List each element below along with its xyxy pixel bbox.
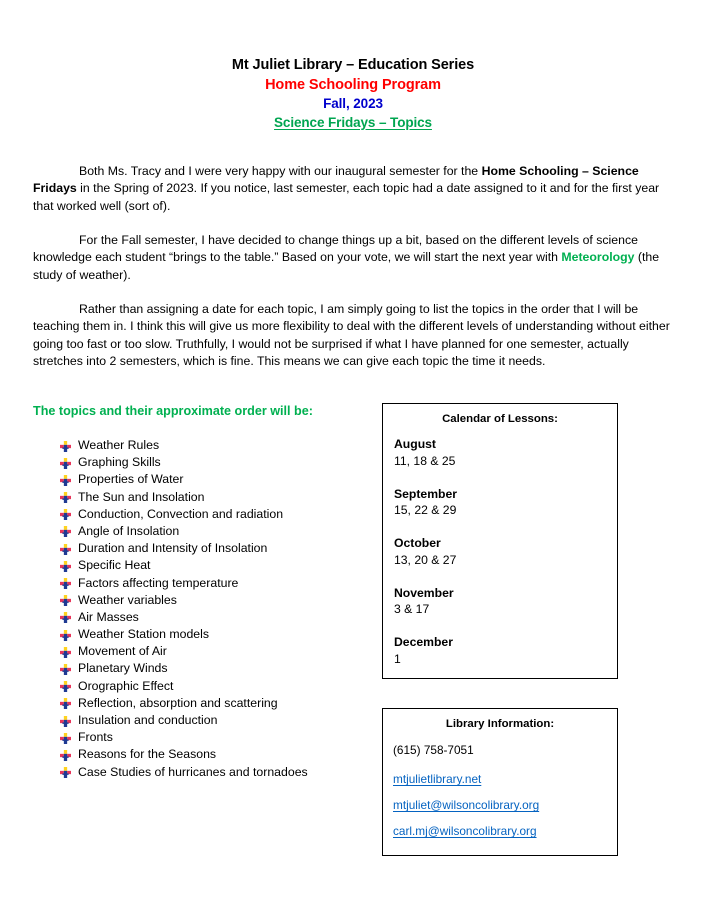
page-title-line-1: Mt Juliet Library – Education Series xyxy=(231,57,475,73)
down-arrow-bullet-icon xyxy=(60,492,71,503)
library-links xyxy=(393,771,617,839)
down-arrow-bullet-icon xyxy=(60,561,71,572)
calendar-month-group xyxy=(394,535,617,568)
library-box-title: Library Information: xyxy=(445,718,555,730)
topic-list-item-label: Weather variables xyxy=(78,592,177,607)
calendar-month-group xyxy=(394,486,617,519)
down-arrow-bullet-icon xyxy=(60,578,71,589)
down-arrow-bullet-icon xyxy=(60,750,71,761)
page-title-line-3: Fall, 2023 xyxy=(323,96,383,111)
down-arrow-bullet-icon xyxy=(60,509,71,520)
calendar-month-name: November xyxy=(394,585,454,600)
topic-list-item-label: Movement of Air xyxy=(78,644,167,659)
fall-semester-paragraph-part-1: For the Fall semester, I have decided to change things up a bit, based on the different levels of science knowledge each student “brings to the table.” Based on your vote, we will start the next year with xyxy=(33,233,638,265)
calendar-month-days: 15, 22 & 29 xyxy=(394,503,457,517)
down-arrow-bullet-icon xyxy=(60,630,71,641)
topic-list-item-label: Angle of Insolation xyxy=(78,523,180,538)
calendar-month-name: August xyxy=(394,437,436,451)
library-link[interactable]: carl.mj@wilsoncolibrary.org xyxy=(393,824,537,838)
page-title-line-2: Home Schooling Program xyxy=(265,77,441,93)
topic-list-item xyxy=(33,575,363,592)
topic-list-item xyxy=(33,626,363,643)
calendar-month-days: 13, 20 & 27 xyxy=(394,552,457,567)
topic-list-item xyxy=(33,506,363,523)
topic-list-item xyxy=(33,471,363,488)
calendar-month-name: October xyxy=(394,536,441,550)
calendar-month-group xyxy=(394,634,617,667)
topics-list xyxy=(33,437,363,781)
fall-semester-paragraph xyxy=(33,232,674,284)
calendar-of-lessons-box xyxy=(382,403,618,679)
down-arrow-bullet-icon xyxy=(60,716,71,727)
topic-list-item-label: Planetary Winds xyxy=(78,661,168,676)
topic-list-item xyxy=(33,695,363,712)
library-phone-number: (615) 758-7051 xyxy=(393,743,474,757)
topic-list-item-label: The Sun and Insolation xyxy=(78,489,205,504)
topic-list-item xyxy=(33,660,363,677)
down-arrow-bullet-icon xyxy=(60,733,71,744)
calendar-month-days: 3 & 17 xyxy=(394,602,430,616)
down-arrow-bullet-icon xyxy=(60,767,71,778)
topic-list-item-label: Weather Rules xyxy=(78,438,160,452)
calendar-month-days: 1 xyxy=(394,651,401,666)
topic-list-item-label: Duration and Intensity of Insolation xyxy=(78,541,268,556)
topic-list-item xyxy=(33,592,363,609)
topic-list-item xyxy=(33,437,363,454)
down-arrow-bullet-icon xyxy=(60,681,71,692)
library-information-box xyxy=(382,708,618,856)
intro-paragraph-part-2: in the Spring of 2023. If you notice, last semester, each topic had a date assigned to it and for the first year that worked well (sort of). xyxy=(33,181,660,213)
topic-list-item xyxy=(33,540,363,557)
topic-list-item xyxy=(33,454,363,471)
library-link[interactable]: mtjuliet@wilsoncolibrary.org xyxy=(393,798,540,812)
calendar-month-group xyxy=(394,436,617,469)
topic-list-item-label: Insulation and conduction xyxy=(78,713,218,727)
down-arrow-bullet-icon xyxy=(60,647,71,658)
calendar-month-name: September xyxy=(394,486,457,501)
topic-list-item xyxy=(33,746,363,763)
intro-paragraph-bold-program-name: Home Schooling – Science Fridays xyxy=(33,164,639,196)
topic-list-item-label: Conduction, Convection and radiation xyxy=(78,506,284,521)
meteorology-highlight: Meteorology xyxy=(561,250,635,265)
topic-list-item xyxy=(33,643,363,660)
topic-list-item xyxy=(33,609,363,626)
topic-list-item-label: Graphing Skills xyxy=(78,455,161,470)
topic-list-item-label: Reflection, absorption and scattering xyxy=(78,695,278,710)
topic-list-item-label: Factors affecting temperature xyxy=(78,575,239,590)
topic-list-item-label: Fronts xyxy=(78,730,113,745)
calendar-groups xyxy=(383,436,617,667)
down-arrow-bullet-icon xyxy=(60,595,71,606)
scheduling-paragraph xyxy=(33,301,674,371)
topic-list-item-label: Properties of Water xyxy=(78,472,184,487)
intro-paragraph xyxy=(33,163,674,215)
down-arrow-bullet-icon xyxy=(60,526,71,537)
scheduling-paragraph-text: Rather than assigning a date for each topic, I am simply going to list the topics in the order that I will be teaching them in. I think this will give us more flexibility to deal with the different levels of understanding without either going too fast or too slow. Truthfully, I would not be surprised if what I have planned for one semester, actually stretches into 2 semesters, which is fine. This means we can give each topic the time it needs. xyxy=(33,302,670,369)
topic-list-item-label: Weather Station models xyxy=(78,627,210,642)
page-title-line-4 xyxy=(33,114,673,133)
topic-list-item-label: Specific Heat xyxy=(78,558,151,573)
fall-semester-paragraph-part-2: (the study of weather). xyxy=(33,250,660,282)
topic-list-item-label: Orographic Effect xyxy=(78,678,174,693)
page-title-line-4-text: Science Fridays – Topics xyxy=(274,114,432,130)
topic-list-item xyxy=(33,729,363,746)
topics-heading: The topics and their approximate order will be: xyxy=(33,404,313,418)
down-arrow-bullet-icon xyxy=(60,664,71,675)
down-arrow-bullet-icon xyxy=(60,698,71,709)
calendar-month-name: December xyxy=(394,635,453,649)
topic-list-item-label: Reasons for the Seasons xyxy=(78,747,217,762)
calendar-month-group xyxy=(394,585,617,618)
title-block xyxy=(33,55,673,132)
topic-list-item xyxy=(33,557,363,574)
topic-list-item xyxy=(33,764,363,781)
library-link[interactable]: mtjulietlibrary.net xyxy=(393,772,482,786)
topic-list-item xyxy=(33,523,363,540)
topic-list-item-label: Case Studies of hurricanes and tornadoes xyxy=(78,764,308,779)
intro-paragraph-part-1: Both Ms. Tracy and I were very happy with our inaugural semester for the xyxy=(79,164,482,178)
library-details xyxy=(383,742,617,839)
down-arrow-bullet-icon xyxy=(60,544,71,555)
down-arrow-bullet-icon xyxy=(60,441,71,452)
topic-list-item-label: Air Masses xyxy=(78,609,139,624)
down-arrow-bullet-icon xyxy=(60,458,71,469)
calendar-month-days: 11, 18 & 25 xyxy=(394,453,456,468)
topic-list-item xyxy=(33,489,363,506)
topic-list-item xyxy=(33,712,363,729)
down-arrow-bullet-icon xyxy=(60,475,71,486)
down-arrow-bullet-icon xyxy=(60,612,71,623)
calendar-box-title: Calendar of Lessons: xyxy=(442,413,558,425)
topic-list-item xyxy=(33,678,363,695)
